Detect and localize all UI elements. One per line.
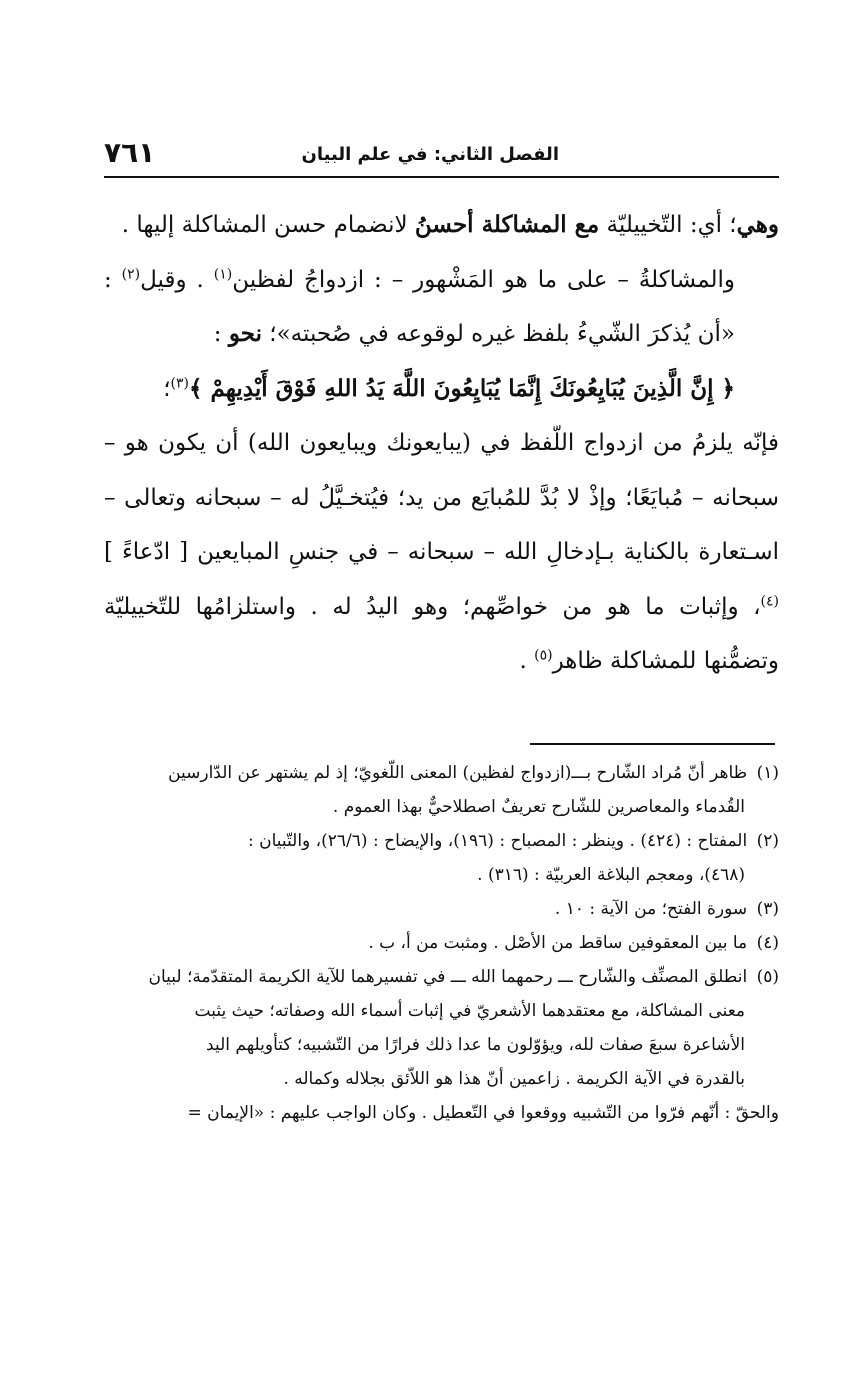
footnote-1 <box>64 756 779 790</box>
paragraph-2-text-d: : <box>213 321 229 347</box>
footnote-5-line-4: بالقدرة في الآية الكريمة . زاعمين أنّ هذا هو اللاّئق بجلاله وكماله . <box>283 1069 745 1089</box>
paragraph-3-quran-verse <box>104 362 779 417</box>
paragraph-1-text-a: ؛ أي: التّخييليّة <box>599 212 737 238</box>
header-divider <box>104 176 779 178</box>
page-number: ٧٦١ <box>104 136 156 169</box>
footnote-1-line-1: ظاهر أنّ مُراد الشّارح بـــ(ازدواج لفظين) المعنى اللّغويّ؛ إذ لم يشتهر عن الدّارسين <box>168 763 748 783</box>
paragraph-4-text-a: فإنّه يلزمُ من ازدواج اللّفظ في (يبايعونك ويبايعون الله) أن يكون هو – سبحانه – مُبايَعًا؛ وإذْ لا بُدَّ للمُبايَع من يد؛ فيُتخـيَّلُ له – سبحانه وتعالى – اسـتعارة بالكناية بـإدخالِ الله – سبحانه – في جنسِ المبايعين [ ادّعاءً ] <box>104 430 779 565</box>
running-header <box>104 136 779 176</box>
footnote-5-continuation-1 <box>64 994 779 1028</box>
footnote-ref-2[interactable]: (٢) <box>121 265 141 282</box>
paragraph-2-text-c: : «أن يُذكرَ الشّيءُ بلفظ غيره لوقوعه في صُحبته»؛ <box>104 266 735 347</box>
footnote-3-label: (٣) <box>756 899 779 919</box>
footnote-2-label: (٢) <box>756 831 779 851</box>
paragraph-4-text-c: . <box>519 648 535 674</box>
paragraph-3-punct: ؛ <box>163 375 171 402</box>
quran-verse: ﴿ إِنَّ الَّذِينَ يُبَايِعُونَكَ إِنَّمَا يُبَايِعُونَ اللَّهَ يَدُ اللهِ فَوْقَ أَيْدِيهِمْ ﴾ <box>189 374 735 402</box>
paragraph-2-text-a: والمشاكلةُ – على ما هو المَشْهور – : ازدواجُ لفظين <box>232 266 735 293</box>
footnote-2-line-2: (٤٦٨)، ومعجم البلاغة العربيّة : (٣١٦) . <box>477 865 745 885</box>
footnotes <box>64 756 779 1130</box>
footnote-4-label: (٤) <box>756 933 779 953</box>
footnote-ref-5[interactable]: (٥) <box>534 647 553 664</box>
footnote-ref-4[interactable]: (٤) <box>760 592 779 609</box>
term-wahiya: وهي <box>736 211 779 238</box>
footnote-5-label: (٥) <box>756 967 779 987</box>
footnote-1-label: (١) <box>756 763 779 783</box>
footnote-1-line-2: القُدماء والمعاصرين للشّارح تعريفٌ اصطلاحيٌّ بهذا العموم . <box>332 797 745 817</box>
paragraph-2-text-b: . وقيل <box>140 266 214 293</box>
footnote-3 <box>64 892 779 926</box>
footnote-2-continuation <box>64 858 779 892</box>
footnote-5-line-3: الأشاعرة سبعَ صفات لله، ويؤوّلون ما عدا ذلك فرارًا من التّشبيه؛ كتأويلهم اليد <box>206 1035 745 1055</box>
footnote-divider <box>530 743 775 745</box>
term-mushakala-ahsan: مع المشاكلة أحسنُ <box>414 211 600 238</box>
paragraph-1-text-b: لانضمام حسن المشاكلة إليها . <box>121 212 415 238</box>
footnote-2-line-1: المفتاح : (٤٢٤) . وينظر : المصباح : (١٩٦)، والإيضاح : (٢٦/٦)، والتّبيان : <box>247 831 748 851</box>
footnote-ref-3[interactable]: (٣) <box>170 374 190 391</box>
term-nahw: نحو <box>228 320 262 347</box>
paragraph-4-text-b: ، وإثبات ما هو من خواصِّهم؛ وهو اليدُ له . واستلزامُها للتّخييليّة وتضمُّنها للمشاكلة ظاهر <box>104 593 779 674</box>
footnote-5-line-5: والحقّ : أنّهم فرّوا من التّشبيه ووقعوا في التّعطيل . وكان الواجب عليهم : «الإيمان = <box>187 1103 779 1123</box>
footnote-5-continuation-2 <box>64 1028 779 1062</box>
footnote-5-continuation-3 <box>64 1062 779 1096</box>
footnote-5-line-2: معنى المشاكلة، مع معتقدهما الأشعريّ في إثبات أسماء الله وصفاته؛ حيث يثبت <box>194 1001 745 1021</box>
paragraph-4 <box>104 416 779 689</box>
footnote-4-line-1: ما بين المعقوفين ساقط من الأصْل . ومثبت من أ، ب . <box>368 933 748 953</box>
paragraph-2 <box>104 253 779 362</box>
footnote-2 <box>64 824 779 858</box>
footnote-3-line-1: سورة الفتح؛ من الآية : ١٠ . <box>554 899 748 919</box>
paragraph-1 <box>104 198 779 253</box>
chapter-title: الفصل الثاني: في علم البيان <box>301 144 559 165</box>
footnote-ref-1[interactable]: (١) <box>213 265 233 282</box>
main-text <box>104 198 779 689</box>
footnote-5-continuation-4 <box>64 1096 779 1130</box>
footnote-1-continuation <box>64 790 779 824</box>
footnote-5 <box>64 960 779 994</box>
footnote-5-line-1: انطلق المصنِّف والشّارح ـــ رحمهما الله ـــ في تفسيرهما للآية الكريمة المتقدّمة؛ لبيان <box>148 967 748 987</box>
footnote-4 <box>64 926 779 960</box>
